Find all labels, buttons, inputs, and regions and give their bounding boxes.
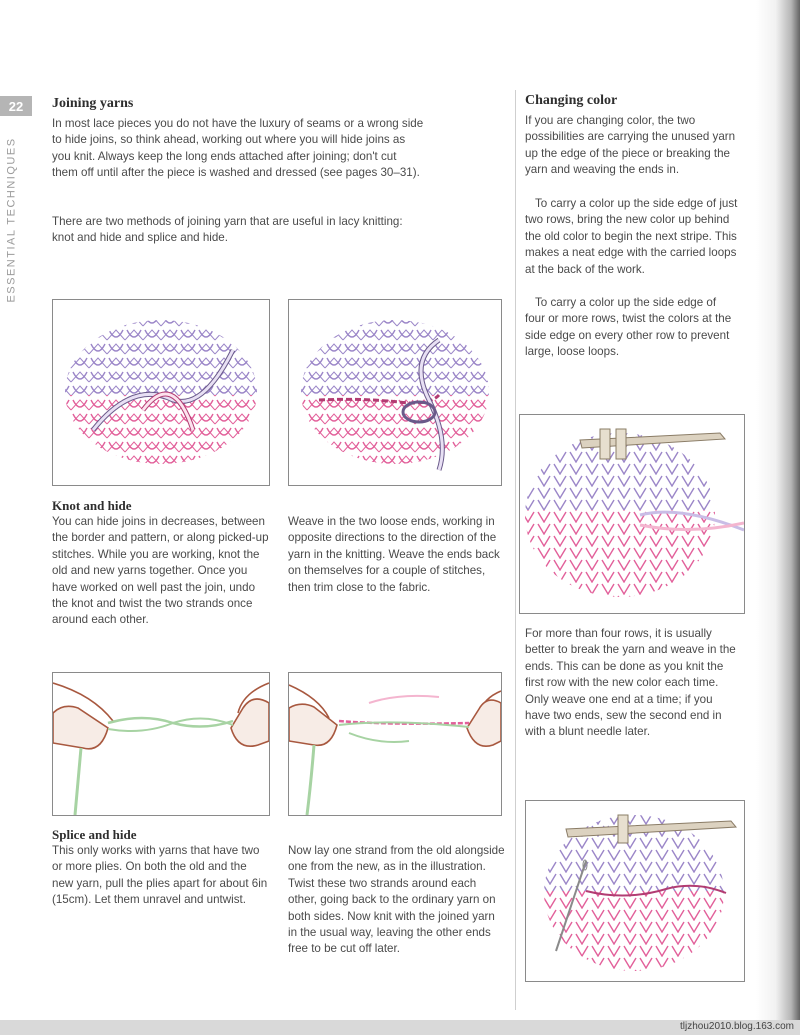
unravel-plies-drawing — [53, 673, 269, 815]
joining-methods-text: There are two methods of joining yarn that are useful in lacy knitting: knot and hide and splice and hide. — [52, 215, 403, 245]
changing-color-heading: Changing color — [525, 93, 618, 108]
carry-color-illustration — [519, 414, 745, 614]
two-rows-text: To carry a color up the side edge of just two rows, bring the new color up behind the old color to begin the next stripe. This makes a neat edge with the carried loops at the back of the work. — [525, 197, 738, 276]
knot-and-hide-heading: Knot and hide — [52, 498, 132, 513]
twist-strands-text: Now lay one strand from the old alongside one from the new, as in the illustration. Twist these two strands around each other, going back to the ordinary yarn on both sides. Now knit with the joined yarn in the usual way, leaving the other ends free to be cut off later. — [288, 844, 505, 956]
weave-ends-drawing — [289, 300, 501, 485]
splice-and-hide-heading: Splice and hide — [52, 827, 137, 842]
section-label-text: ESSENTIAL TECHNIQUES — [6, 137, 18, 303]
more-rows-text: For more than four rows, it is usually better to break the yarn and weave in the ends. This can be done as you knit the first row with the new color each time. Only weave one end at a time; if you have two ends, sew the second end in with a blunt needle later. — [525, 627, 736, 739]
watermark-text: tljzhou2010.blog.163.com — [680, 1021, 794, 1032]
knitted-fabric-knot-drawing — [53, 300, 269, 485]
splice-hide-illustration-2 — [288, 672, 502, 816]
column-divider — [515, 90, 516, 1010]
weave-color-ends-drawing — [526, 801, 744, 981]
knot-and-hide-text: You can hide joins in decreases, between the border and pattern, or along picked-up stitches. While you are working, knot the old and new yarns together. Once you have worked on well past the join, undo the knot and twist the two strands once around each other. — [52, 515, 269, 627]
carry-color-drawing — [520, 415, 744, 613]
page-number-tab: 22 — [0, 96, 32, 116]
changing-color-intro: If you are changing color, the two possibilities are carrying the unused yarn up the edge of the piece or breaking the yarn and weaving the ends in. — [525, 114, 736, 177]
knot-hide-illustration-2 — [288, 299, 502, 486]
knot-hide-illustration-1 — [52, 299, 270, 486]
footer-bar — [0, 1020, 800, 1035]
joining-yarns-intro: In most lace pieces you do not have the luxury of seams or a wrong side to hide joins, so think ahead, working out where you will hide joins as you knit. Always keep the long ends attached after joining; don't cut them off until after the piece is washed and dressed (see pages 30–31). — [52, 117, 424, 180]
section-side-label — [0, 130, 24, 310]
weave-ends-color-illustration — [525, 800, 745, 982]
weave-ends-text: Weave in the two loose ends, working in opposite directions to the direction of the yarn in the knitting. Weave the ends back on themselves for a couple of stitches, then trim close to the fabric. — [288, 515, 500, 594]
page-spine-shadow — [756, 0, 800, 1020]
splice-hide-illustration-1 — [52, 672, 270, 816]
four-rows-text: To carry a color up the side edge of four or more rows, twist the colors at the side edge on every other row to prevent large, loose loops. — [525, 296, 732, 359]
splice-and-hide-text: This only works with yarns that have two or more plies. On both the old and the new yarn, pull the plies apart for about 6in (15cm). Let them unravel and untwist. — [52, 844, 268, 907]
joining-yarns-heading: Joining yarns — [52, 96, 134, 111]
twist-strands-drawing — [289, 673, 501, 815]
